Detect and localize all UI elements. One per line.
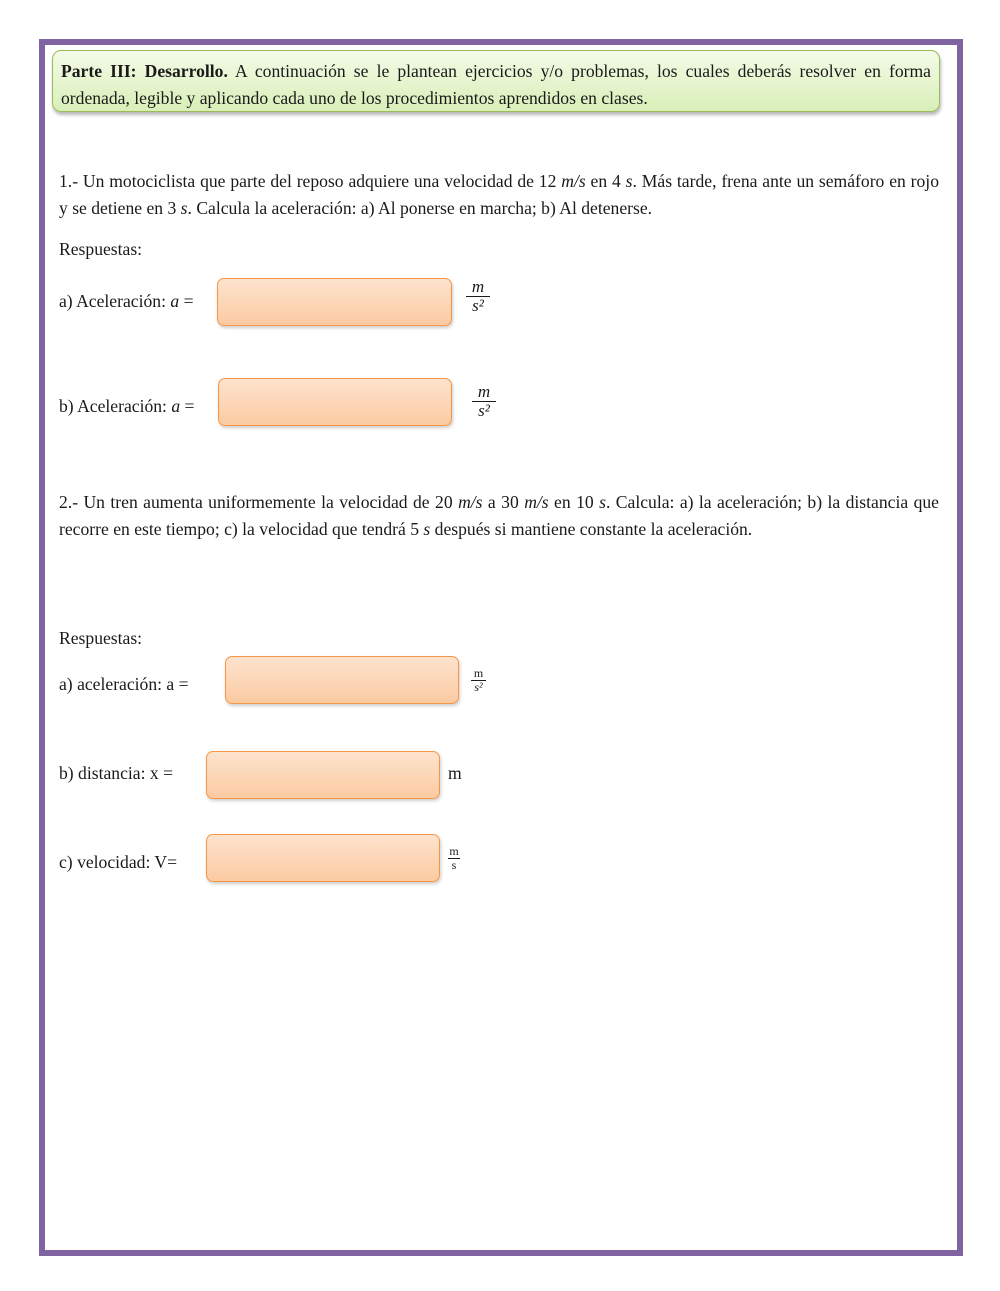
section-instructions: A continuación se le plantean ejercicios y/o problemas, los cuales deberás resolver en forma ordenada, legible y aplicando cada uno de los procedimientos aprendidos en clases.: [61, 61, 931, 108]
problem-2-answers-heading: Respuestas:: [59, 628, 143, 648]
problem-1-b-unit: m s²: [472, 383, 496, 420]
problem-1-a-answer-input[interactable]: [217, 278, 452, 326]
problem-1-answers-heading: Respuestas:: [59, 239, 143, 259]
problem-2-b-answer-input[interactable]: [206, 751, 440, 799]
problem-2-c-answer-input[interactable]: [206, 834, 440, 882]
problem-2-c-unit: m s: [449, 844, 459, 872]
problem-2-a-answer-input[interactable]: [225, 656, 459, 704]
problem-2-c-label: c) velocidad: V=: [59, 852, 178, 872]
problem-1-statement: 1.- Un motociclista que parte del reposo adquiere una velocidad de 12 m/s en 4 s. Más tarde, frena ante un semáforo en rojo y se detiene en 3 s. Calcula la aceleración: a) Al ponerse en marcha; b) Al detenerse.: [59, 171, 939, 218]
problem-2-b-label: b) distancia: x =: [59, 763, 173, 783]
problem-1-a-unit: m s²: [466, 278, 490, 315]
problem-1-b-answer-input[interactable]: [218, 378, 452, 426]
problem-2-statement: 2.- Un tren aumenta uniformemente la velocidad de 20 m/s a 30 m/s en 10 s. Calcula: a) la aceleración; b) la distancia que recorre en este tiempo; c) la velocidad que tendrá 5 s después si mantiene constante la aceleración.: [59, 492, 939, 539]
section-title: Parte III: Desarrollo.: [61, 61, 228, 81]
problem-1-a-label: a) Aceleración: a =: [59, 291, 194, 311]
section-header: [52, 50, 940, 112]
problem-2-b-unit: m: [448, 763, 462, 783]
problem-2-a-unit: m s²: [471, 667, 486, 693]
problem-1-b-label: b) Aceleración: a =: [59, 396, 195, 416]
problem-2-a-label: a) aceleración: a =: [59, 674, 189, 694]
